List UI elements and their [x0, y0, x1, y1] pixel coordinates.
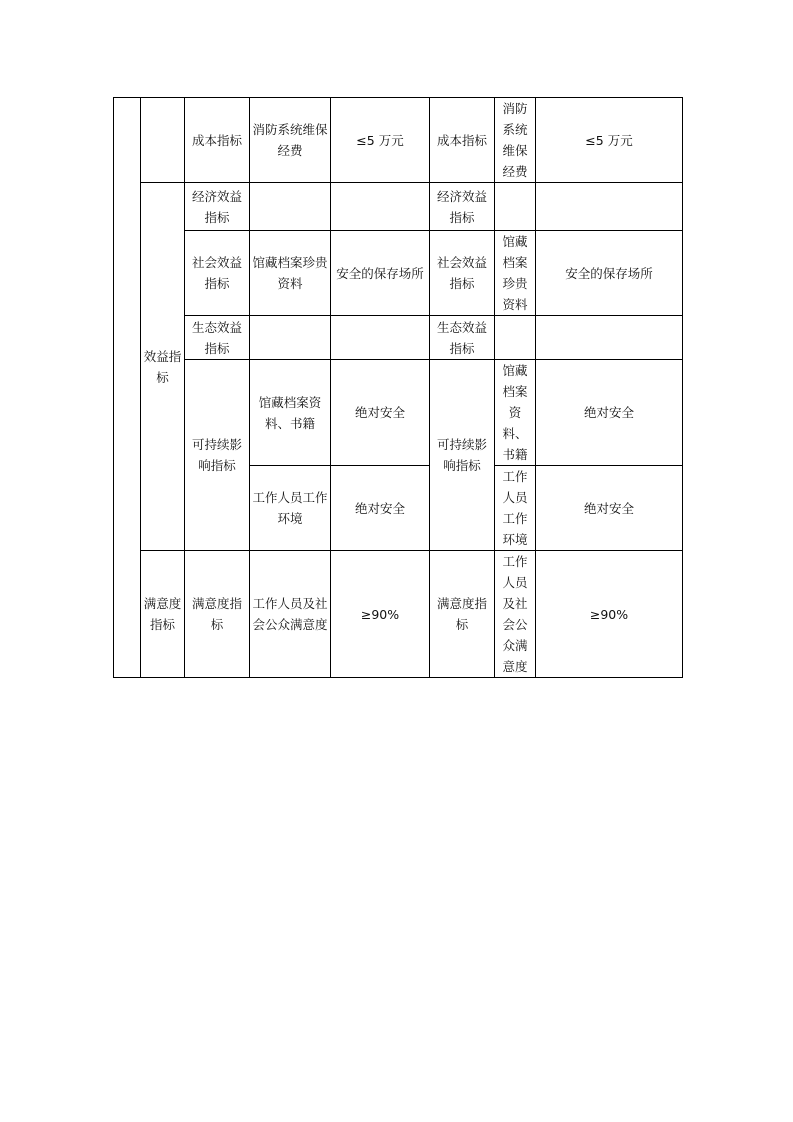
content-cell: 馆藏档案珍贵资料	[250, 231, 331, 316]
indicator-cell: 满意度指标	[430, 551, 495, 678]
indicator-cell: 经济效益指标	[185, 183, 250, 231]
content-cell	[495, 183, 536, 231]
value-cell: ≥90%	[536, 551, 683, 678]
value-cell: ≤5 万元	[536, 98, 683, 183]
indicator-cell: 可持续影响指标	[430, 360, 495, 551]
value-cell: 绝对安全	[536, 466, 683, 551]
indicator-cell: 社会效益指标	[185, 231, 250, 316]
table-row	[114, 360, 683, 466]
indicator-cell: 生态效益指标	[185, 316, 250, 360]
value-cell	[536, 316, 683, 360]
performance-indicator-table	[113, 97, 683, 678]
category-cell: 满意度指标	[141, 551, 185, 678]
indicator-cell: 成本指标	[430, 98, 495, 183]
target-cell: 绝对安全	[331, 466, 430, 551]
target-cell	[331, 316, 430, 360]
content-cell: 消防系统维保经费	[495, 98, 536, 183]
value-cell	[536, 183, 683, 231]
content-cell: 工作人员工作环境	[495, 466, 536, 551]
target-cell	[331, 183, 430, 231]
target-cell: 绝对安全	[331, 360, 430, 466]
table-row	[114, 98, 683, 183]
table-row	[114, 551, 683, 678]
content-cell: 馆藏档案资料、书籍	[495, 360, 536, 466]
content-cell	[495, 316, 536, 360]
category-cell: 效益指标	[141, 183, 185, 551]
indicator-cell: 生态效益指标	[430, 316, 495, 360]
content-cell: 馆藏档案资料、书籍	[250, 360, 331, 466]
content-cell: 工作人员及社会公众满意度	[250, 551, 331, 678]
target-cell: 安全的保存场所	[331, 231, 430, 316]
category-cell	[141, 98, 185, 183]
indicator-cell: 成本指标	[185, 98, 250, 183]
content-cell: 馆藏档案珍贵资料	[495, 231, 536, 316]
table-row	[114, 231, 683, 316]
table-row	[114, 316, 683, 360]
indicator-cell: 可持续影响指标	[185, 360, 250, 551]
value-cell: 绝对安全	[536, 360, 683, 466]
content-cell: 工作人员及社会公众满意度	[495, 551, 536, 678]
indicator-cell: 经济效益指标	[430, 183, 495, 231]
content-cell	[250, 183, 331, 231]
outer-margin-cell	[114, 98, 141, 678]
content-cell	[250, 316, 331, 360]
value-cell: 安全的保存场所	[536, 231, 683, 316]
indicator-cell: 社会效益指标	[430, 231, 495, 316]
table-row	[114, 183, 683, 231]
content-cell: 工作人员工作环境	[250, 466, 331, 551]
target-cell: ≥90%	[331, 551, 430, 678]
content-cell: 消防系统维保经费	[250, 98, 331, 183]
target-cell: ≤5 万元	[331, 98, 430, 183]
indicator-cell: 满意度指标	[185, 551, 250, 678]
